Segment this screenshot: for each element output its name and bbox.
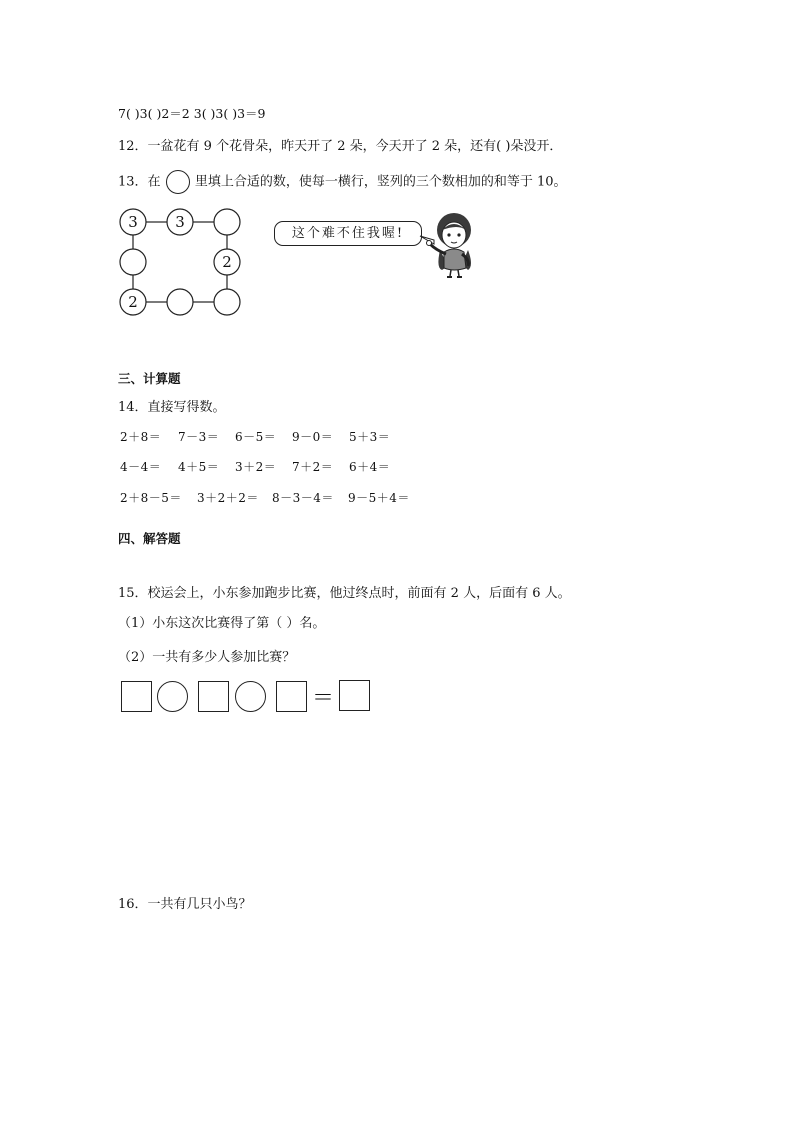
equals-sign: ＝ [312,686,335,711]
q15-part1: （1）小东这次比赛得了第（ ）名。 [118,616,326,631]
calc-item: 3＋2＋2＝ [197,491,259,505]
grid-value-mid-right: 2 [222,253,232,271]
calc-item: 2＋8－5＝ [120,491,182,505]
calc-item: 6－5＝ [235,430,277,444]
calc-item: 9－5＋4＝ [348,491,410,505]
calc-item: 5＋3＝ [349,430,391,444]
grid-circle-top-right [214,209,240,235]
calc-item: 4＋5＝ [178,460,220,474]
answer-box[interactable] [198,681,229,712]
calc-item: 7－3＝ [178,430,220,444]
calc-item: 4－4＝ [120,460,162,474]
section-4-heading: 四、解答题 [118,531,181,546]
calc-item: 9－0＝ [292,430,334,444]
q14-title: 14．直接写得数。 [118,400,226,415]
calc-item: 3＋2＝ [235,460,277,474]
inline-circle-icon [166,170,190,194]
answer-box[interactable] [121,681,152,712]
girl-illustration-icon [418,208,480,280]
calc-item: 8－3－4＝ [272,491,334,505]
result-box[interactable] [339,680,370,711]
grid-circle-mid-left [120,249,146,275]
grid-circle-bot-right [214,289,240,315]
q11-equation-line: 7( )3( )2＝2 3( )3( )3＝9 [118,106,266,121]
q13-suffix: 里填上合适的数，使每一横行，竖列的三个数相加的和等于 10。 [194,174,567,190]
q16-text: 16．一共有几只小鸟？ [118,897,252,912]
calc-item: 6＋4＝ [349,460,391,474]
grid-value-top-mid: 3 [175,213,185,231]
grid-value-bot-left: 2 [128,293,138,311]
calc-item: 7＋2＝ [292,460,334,474]
q13-circle-grid [114,203,246,319]
q13-text [118,170,567,194]
grid-value-top-left: 3 [128,213,138,231]
operator-circle[interactable] [235,681,266,712]
q12-text: 12．一盆花有 9 个花骨朵，昨天开了 2 朵，今天开了 2 朵，还有( )朵没开． [118,139,563,154]
operator-circle[interactable] [157,681,188,712]
grid-circle-bot-mid [167,289,193,315]
q15-text: 15．校运会上，小东参加跑步比赛，他过终点时，前面有 2 人，后面有 6 人。 [118,586,571,601]
calc-item: 2＋8＝ [120,430,162,444]
q13-prefix: 13．在 [118,174,161,190]
speech-bubble: 这个难不住我喔! [274,221,422,246]
q15-part2: （2）一共有多少人参加比赛？ [118,650,296,665]
answer-box[interactable] [276,681,307,712]
section-3-heading: 三、计算题 [118,371,181,386]
